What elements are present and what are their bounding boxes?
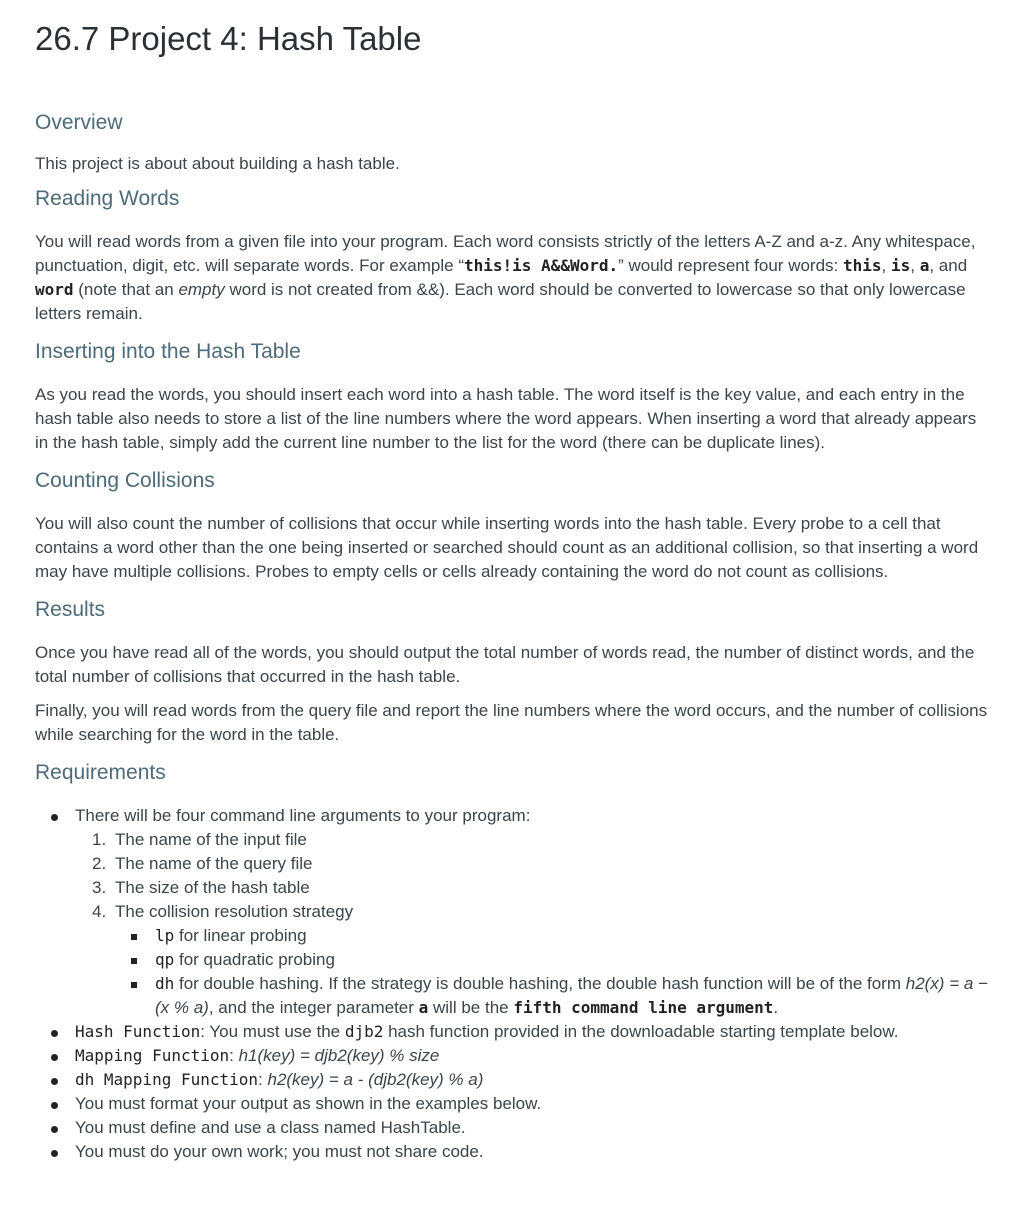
arguments-list [75, 828, 989, 1020]
list-item: lp for linear probing [155, 924, 989, 948]
results-text-2: Finally, you will read words from the query file and report the line numbers where the word occurs, and the number of collisions while searching for the word in the table. [35, 701, 988, 744]
list-item: Mapping Function: h1(key) = djb2(key) % size [75, 1044, 989, 1068]
list-item: Hash Function: You must use the djb2 hash function provided in the downloadable starting template below. [75, 1020, 989, 1044]
reading-heading: Reading Words [35, 187, 180, 210]
page-title: 26.7 Project 4: Hash Table [35, 20, 422, 57]
collisions-text: You will also count the number of collisions that occur while inserting words into the hash table. Every probe to a cell that contains a word other than the one being inserted or searched should count as an additional collision, so that inserting a word may have multiple collisions. Probes to empty cells or cells already containing the word do not count as collisions. [35, 514, 979, 581]
list-item: 2. The name of the query file [92, 854, 313, 873]
list-item: qp for quadratic probing [155, 948, 989, 972]
list-item: 1. The name of the input file [92, 830, 307, 849]
list-item: You must format your output as shown in the examples below. [75, 1092, 989, 1116]
overview-text: This project is about about building a hash table. [35, 154, 400, 173]
example-code: this!is A&&Word. [463, 256, 619, 275]
results-text-1: Once you have read all of the words, you should output the total number of words read, the number of distinct words, and the total number of collisions that occurred in the hash table. [35, 643, 975, 686]
reading-text: You will read words from a given file into your program. Each word consists strictly of the letters A-Z and a-z. Any whitespace, punctuation, digit, etc. will separate words. For example “this!is A&&Word.” would represent four words: this, is, a, and word (note that an empty word is not created from &&). Each word should be converted to lowercase so that only lowercase letters remain. [35, 232, 976, 323]
requirements-list [35, 804, 989, 1164]
list-item: There will be four command line arguments to your program: 1. The name of the input file 2. The name of the query file 3. The size of the hash table 4. The collision resolution strategy lp for linear probing qp for quadratic probing dh for double hashing. If the strategy is double hashing, the double hash function will be of the form h2(x) = a − (x % a), and the integer parameter a will be the fifth command line argument. [75, 804, 989, 1020]
list-item: 3. The size of the hash table [92, 878, 310, 897]
results-heading: Results [35, 598, 106, 621]
list-item: dh for double hashing. If the strategy is double hashing, the double hash function will be of the form h2(x) = a − (x % a), and the integer parameter a will be the fifth command line argument. [155, 972, 989, 1020]
collisions-heading: Counting Collisions [35, 469, 215, 492]
inserting-text: As you read the words, you should insert each word into a hash table. The word itself is the key value, and each entry in the hash table also needs to store a list of the line numbers where the word appears. When inserting a word that already appears in the hash table, simply add the current line number to the list for the word (there can be duplicate lines). [35, 385, 977, 452]
list-item: dh Mapping Function: h2(key) = a - (djb2(key) % a) [75, 1068, 989, 1092]
requirements-heading: Requirements [35, 761, 166, 784]
list-item: You must do your own work; you must not share code. [75, 1140, 989, 1164]
list-item: You must define and use a class named HashTable. [75, 1116, 989, 1140]
overview-heading: Overview [35, 111, 123, 134]
strategy-list [115, 924, 989, 1020]
inserting-heading: Inserting into the Hash Table [35, 340, 301, 363]
list-item: 4. The collision resolution strategy lp for linear probing qp for quadratic probing dh for double hashing. If the strategy is double hashing, the double hash function will be of the form h2(x) = a − (x % a), and the integer parameter a will be the fifth command line argument. [115, 900, 989, 1020]
